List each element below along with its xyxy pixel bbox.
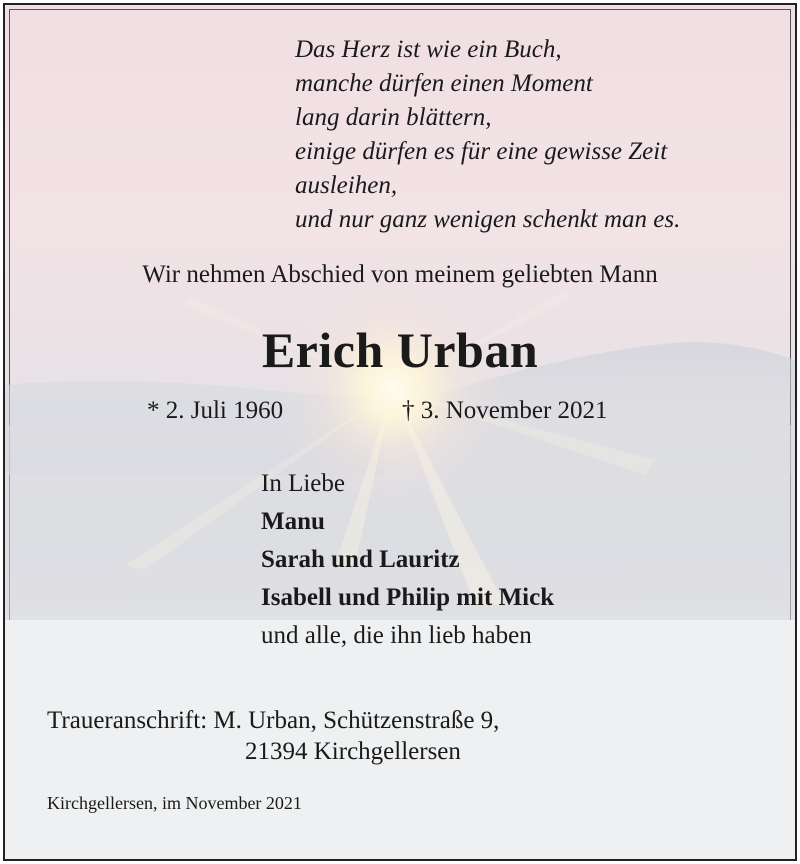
poem-line: lang darin blättern, bbox=[295, 104, 492, 131]
mourner-name: Manu bbox=[261, 508, 325, 535]
mourning-address-city: 21394 Kirchgellersen bbox=[245, 738, 461, 765]
poem bbox=[295, 33, 680, 237]
mourners bbox=[261, 465, 554, 655]
deceased-name: Erich Urban bbox=[261, 322, 539, 378]
poem-line: einige dürfen es für eine gewisse Zeit bbox=[295, 138, 668, 165]
poem-line: manche dürfen einen Moment bbox=[295, 70, 593, 97]
poem-line: ausleihen, bbox=[295, 172, 398, 199]
place-date: Kirchgellersen, im November 2021 bbox=[47, 793, 302, 813]
mourners-lead: In Liebe bbox=[261, 470, 345, 497]
mourner-name: Isabell und Philip mit Mick bbox=[261, 584, 555, 611]
intro-text: Wir nehmen Abschied von meinem geliebten Mann bbox=[142, 261, 658, 288]
mourning-address: Traueranschrift: M. Urban, Schützenstraße 9, bbox=[47, 707, 500, 734]
poem-line: Das Herz ist wie ein Buch, bbox=[295, 36, 562, 63]
death-date: † 3. November 2021 bbox=[402, 397, 608, 424]
poem-line: und nur ganz wenigen schenkt man es. bbox=[295, 206, 681, 233]
obituary-card bbox=[3, 3, 797, 861]
birth-date: * 2. Juli 1960 bbox=[147, 397, 284, 424]
mourner-name: Sarah und Lauritz bbox=[261, 546, 460, 573]
mourners-closing: und alle, die ihn lieb haben bbox=[261, 622, 532, 649]
